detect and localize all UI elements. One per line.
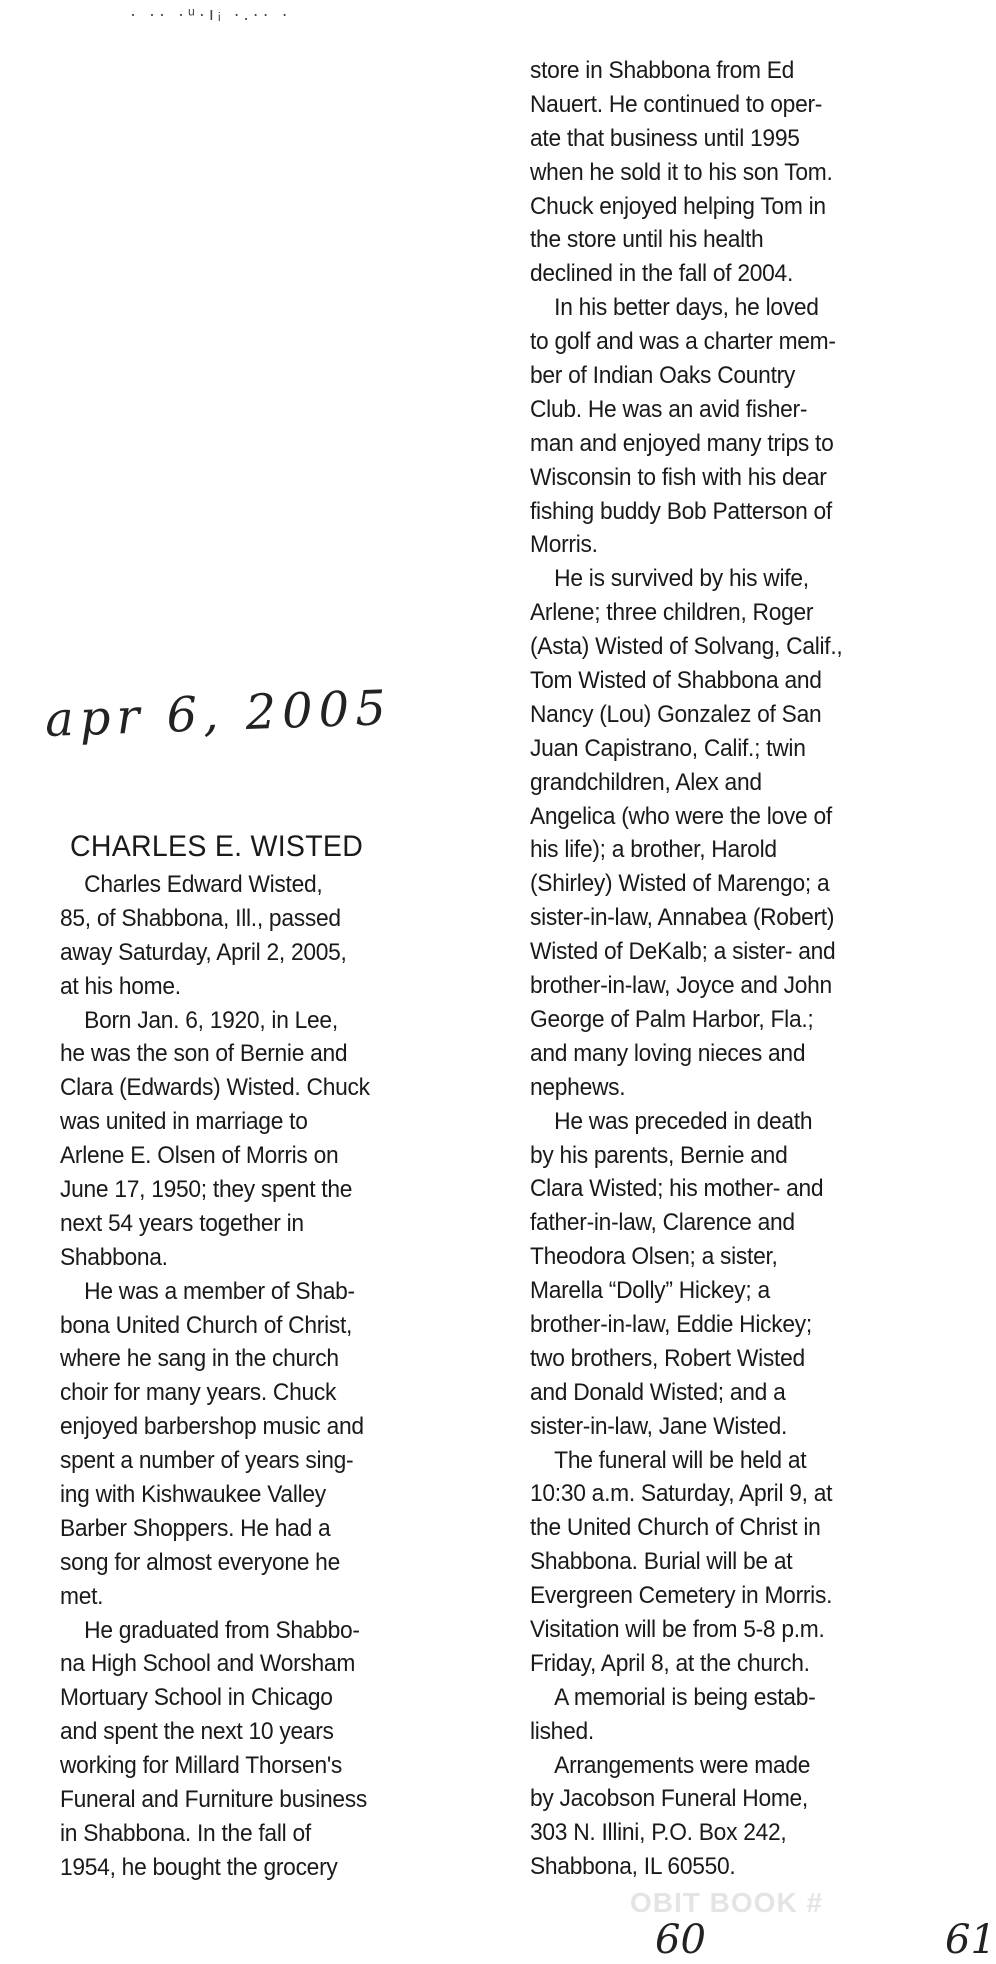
text-line: enjoyed barbershop music and	[60, 1413, 364, 1441]
text-line: Charles Edward Wisted,	[84, 871, 323, 898]
text-line: Clara (Edwards) Wisted. Chuck	[60, 1074, 370, 1102]
text-line: 85, of Shabbona, Ill., passed	[60, 904, 341, 932]
text-line: Angelica (who were the love of	[530, 802, 832, 830]
text-line: Visitation will be from 5-8 p.m.	[530, 1615, 825, 1643]
text-line: Wisconsin to fish with his dear	[530, 463, 827, 491]
left-column	[60, 868, 370, 1885]
text-line: Arlene E. Olsen of Morris on	[60, 1142, 339, 1170]
text-line: The funeral will be held at	[554, 1446, 807, 1474]
text-line: Chuck enjoyed helping Tom in	[530, 192, 826, 220]
text-line: Friday, April 8, at the church.	[530, 1649, 810, 1677]
text-line: father-in-law, Clarence and	[530, 1209, 795, 1237]
text-line: Evergreen Cemetery in Morris.	[530, 1582, 833, 1610]
text-line: George of Palm Harbor, Fla.;	[530, 1005, 814, 1033]
text-line: he was the son of Bernie and	[60, 1040, 348, 1068]
text-line: Clara Wisted; his mother- and	[530, 1175, 824, 1203]
text-line: Theodora Olsen; a sister,	[530, 1243, 778, 1271]
handwritten-page-number: 60	[655, 1917, 706, 1963]
text-line: Shabbona, IL 60550.	[530, 1853, 736, 1881]
text-line: sister-in-law, Annabea (Robert)	[530, 904, 835, 932]
text-line: choir for many years. Chuck	[60, 1379, 337, 1407]
text-line: He is survived by his wife,	[554, 565, 809, 593]
text-line: store in Shabbona from Ed	[530, 57, 795, 84]
text-line: Marella “Dolly” Hickey; a	[530, 1277, 770, 1305]
text-line: grandchildren, Alex and	[530, 768, 762, 796]
text-line: was united in marriage to	[60, 1108, 308, 1136]
header-scan-noise: · ·· ·ᵘ·ıᵢ ·.·· ·	[130, 4, 292, 24]
text-line: Wisted of DeKalb; a sister- and	[530, 938, 836, 966]
text-line: Tom Wisted of Shabbona and	[530, 667, 822, 695]
text-line: brother-in-law, Joyce and John	[530, 972, 832, 1000]
obituary-headline: CHARLES E. WISTED	[70, 830, 364, 863]
text-line: Morris.	[530, 531, 598, 559]
text-line: to golf and was a charter mem-	[530, 328, 836, 356]
text-line: A memorial is being estab-	[554, 1683, 816, 1711]
text-line: declined in the fall of 2004.	[530, 260, 794, 288]
text-line: (Asta) Wisted of Solvang, Calif.,	[530, 633, 843, 661]
text-line: Club. He was an avid fisher-	[530, 395, 808, 423]
text-line: his life); a brother, Harold	[530, 836, 777, 864]
text-line: and many loving nieces and	[530, 1039, 806, 1067]
text-line: two brothers, Robert Wisted	[530, 1344, 805, 1372]
text-line: In his better days, he loved	[554, 294, 819, 322]
text-line: Barber Shoppers. He had a	[60, 1514, 331, 1542]
text-line: Funeral and Furniture business	[60, 1786, 368, 1814]
text-line: away Saturday, April 2, 2005,	[60, 938, 347, 966]
handwritten-date: apr 6, 2005	[44, 679, 393, 749]
text-line: ber of Indian Oaks Country	[530, 362, 796, 390]
text-line: Arlene; three children, Roger	[530, 599, 814, 627]
text-line: He graduated from Shabbo-	[84, 1616, 360, 1644]
text-line: in Shabbona. In the fall of	[60, 1819, 311, 1847]
text-line: Mortuary School in Chicago	[60, 1684, 333, 1712]
text-line: Shabbona.	[60, 1243, 168, 1271]
text-line: na High School and Worsham	[60, 1650, 356, 1678]
text-line: brother-in-law, Eddie Hickey;	[530, 1310, 812, 1338]
text-line: sister-in-law, Jane Wisted.	[530, 1412, 788, 1440]
text-line: the store until his health	[530, 226, 764, 254]
text-line: Born Jan. 6, 1920, in Lee,	[84, 1006, 338, 1034]
text-line: by Jacobson Funeral Home,	[530, 1785, 808, 1813]
text-line: spent a number of years sing-	[60, 1447, 354, 1475]
text-line: lished.	[530, 1717, 594, 1745]
text-line: He was a member of Shab-	[84, 1277, 355, 1305]
text-line: where he sang in the church	[60, 1345, 339, 1373]
text-line: bona United Church of Christ,	[60, 1311, 353, 1339]
text-line: by his parents, Bernie and	[530, 1141, 788, 1169]
text-line: when he sold it to his son Tom.	[530, 158, 833, 186]
text-line: Juan Capistrano, Calif.; twin	[530, 734, 806, 762]
text-line: 303 N. Illini, P.O. Box 242,	[530, 1819, 787, 1847]
text-line: June 17, 1950; they spent the	[60, 1176, 353, 1204]
text-line: working for Millard Thorsen's	[60, 1752, 343, 1780]
text-line: He was preceded in death	[554, 1107, 813, 1135]
text-line: met.	[60, 1582, 104, 1610]
text-line: song for almost everyone he	[60, 1548, 340, 1576]
text-line: Arrangements were made	[554, 1751, 811, 1779]
text-line: ing with Kishwaukee Valley	[60, 1481, 326, 1509]
text-line: 10:30 a.m. Saturday, April 9, at	[530, 1480, 833, 1508]
text-line: Shabbona. Burial will be at	[530, 1548, 793, 1576]
text-line: man and enjoyed many trips to	[530, 429, 834, 457]
text-line: and Donald Wisted; and a	[530, 1378, 786, 1406]
text-line: fishing buddy Bob Patterson of	[530, 497, 832, 525]
text-line: next 54 years together in	[60, 1209, 304, 1237]
text-line: ate that business until 1995	[530, 124, 800, 152]
text-line: Nauert. He continued to oper-	[530, 90, 823, 118]
text-line: nephews.	[530, 1073, 626, 1101]
text-line: Nancy (Lou) Gonzalez of San	[530, 700, 822, 728]
obit-book-stamp: OBIT BOOK #	[630, 1887, 824, 1918]
text-line: at his home.	[60, 972, 181, 1000]
text-line: 1954, he bought the grocery	[60, 1853, 338, 1881]
text-line: (Shirley) Wisted of Marengo; a	[530, 870, 830, 898]
handwritten-page-number: 61	[945, 1917, 996, 1963]
right-column	[530, 54, 842, 1884]
text-line: and spent the next 10 years	[60, 1718, 334, 1746]
text-line: the United Church of Christ in	[530, 1514, 821, 1542]
